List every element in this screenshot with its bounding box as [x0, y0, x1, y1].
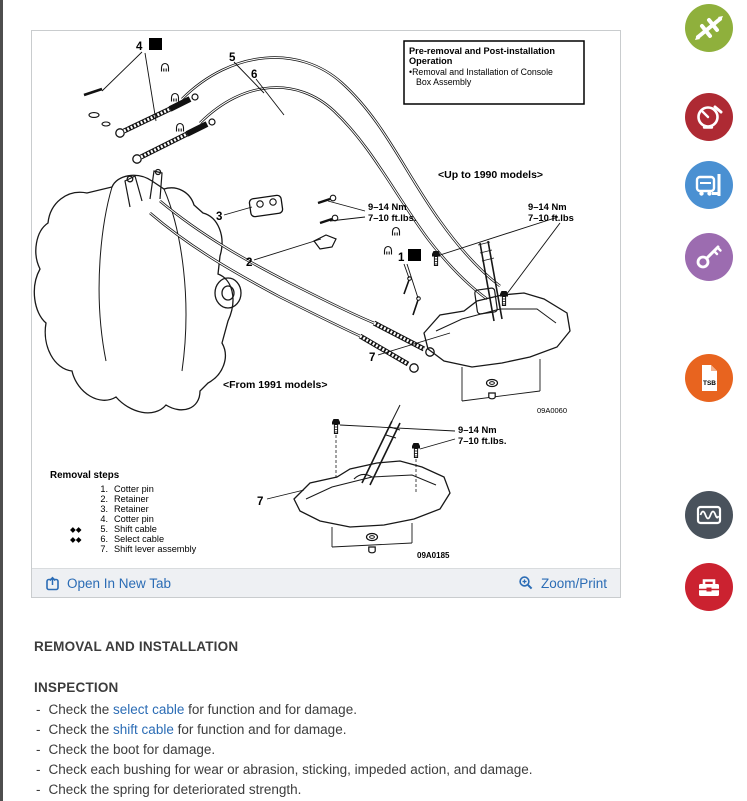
- shift-lever-assembly-1991: [294, 405, 450, 553]
- bullet-dash: -: [36, 701, 41, 717]
- info-box-line4: Box Assembly: [416, 77, 472, 87]
- cables-lower: [150, 201, 434, 372]
- torque1-nm: 9–14 Nm: [368, 201, 407, 212]
- caption-up-to-1990: <Up to 1990 models>: [438, 169, 544, 181]
- gauge-icon: [685, 93, 733, 141]
- item-text: Check the spring for deteriorated strength.: [48, 781, 302, 797]
- list-item: [36, 779, 533, 799]
- sidebar-button-vehicle-lift[interactable]: [685, 161, 733, 209]
- shift-cable-diagram: [32, 31, 620, 568]
- step-marker-6: ◆◆: [70, 535, 82, 544]
- vehicle-lift-icon: [685, 161, 733, 209]
- part-label-7-upper: 7: [369, 352, 376, 364]
- tsb-document-icon: [685, 354, 733, 402]
- sidebar-button-waveform[interactable]: [685, 491, 733, 539]
- torque3-nm: 9–14 Nm: [458, 424, 497, 435]
- part-label-2: 2: [246, 257, 253, 269]
- pre-removal-info-box: [404, 41, 584, 104]
- part-label-5: 5: [229, 52, 236, 64]
- torque3-ftlbs: 7–10 ft.lbs.: [458, 435, 507, 446]
- n-badge-1: N: [411, 250, 418, 261]
- toolbox-icon: [685, 563, 733, 611]
- part-label-7-lower: 7: [257, 496, 264, 508]
- driveline-icon: [685, 4, 733, 52]
- step-label-7: Shift lever assembly: [114, 544, 197, 554]
- item-text: Check the: [48, 721, 114, 737]
- item-text: for function and for damage.: [173, 721, 347, 737]
- torque2-nm: 9–14 Nm: [528, 201, 567, 212]
- step-label-6: Select cable: [114, 534, 165, 544]
- part-label-6: 6: [251, 69, 258, 81]
- bullet-dash: -: [36, 741, 41, 757]
- list-item: [36, 699, 533, 719]
- step-num-2: 2.: [100, 494, 108, 504]
- figure-panel: [31, 30, 621, 598]
- zoom-print-button[interactable]: [518, 575, 607, 591]
- cotter-pins: [404, 277, 420, 315]
- info-box-line1: Pre-removal and Post-installation: [409, 46, 556, 56]
- part-label-3: 3: [216, 211, 223, 223]
- removal-steps: [50, 470, 197, 554]
- caption-from-1991: <From 1991 models>: [223, 379, 328, 391]
- retainer-clips: [162, 64, 400, 255]
- shift-lever-assembly-1990: [424, 241, 570, 401]
- n-badge-4: N: [152, 39, 159, 50]
- removal-steps-title: Removal steps: [50, 470, 120, 481]
- key-icon: [685, 233, 733, 281]
- info-box-line3: •Removal and Installation of Console: [409, 67, 553, 77]
- item-text: Check the boot for damage.: [48, 741, 216, 757]
- step-num-4: 4.: [100, 514, 108, 524]
- select-cable-link[interactable]: select cable: [113, 701, 185, 717]
- step-label-1: Cotter pin: [114, 484, 154, 494]
- item-text: for function and for damage.: [184, 701, 357, 717]
- bullet-dash: -: [36, 761, 41, 777]
- open-in-new-tab-button[interactable]: [45, 576, 171, 591]
- open-in-new-tab-icon: [45, 576, 60, 591]
- figure-code-2: 09A0185: [417, 551, 450, 560]
- step-num-1: 1.: [100, 484, 108, 494]
- cable-end-fittings: [84, 89, 215, 163]
- item-text: Check each bushing for wear or abrasion, sticking, impeded action, and damage.: [48, 761, 533, 777]
- sidebar-button-gauge[interactable]: [685, 93, 733, 141]
- step-marker-5: ◆◆: [70, 525, 82, 534]
- bullet-dash: -: [36, 781, 41, 797]
- torque1-ftlbs: 7–10 ft.lbs.: [368, 212, 417, 223]
- step-num-3: 3.: [100, 504, 108, 514]
- left-edge-strip: [0, 0, 3, 801]
- sidebar-button-tsb[interactable]: [685, 354, 733, 402]
- info-box-line2: Operation: [409, 56, 453, 66]
- part-label-1: 1: [398, 252, 405, 264]
- list-item: [36, 759, 533, 779]
- zoom-print-label: Zoom/Print: [540, 575, 607, 591]
- zoom-plus-icon: [518, 575, 534, 591]
- shift-cable-link[interactable]: shift cable: [113, 721, 174, 737]
- heading-inspection: INSPECTION: [34, 680, 119, 695]
- step-num-5: 5.: [100, 524, 108, 534]
- step-label-5: Shift cable: [114, 524, 157, 534]
- torque2-ftlbs: 7–10 ft.lbs: [528, 212, 574, 223]
- transaxle-drawing: [34, 170, 241, 413]
- heading-removal-and-installation: REMOVAL AND INSTALLATION: [34, 639, 239, 654]
- open-in-new-tab-label: Open In New Tab: [67, 575, 172, 591]
- tsb-label: TSB: [703, 380, 716, 387]
- inspection-list: [36, 699, 533, 799]
- bullet-dash: -: [36, 721, 41, 737]
- list-item: [36, 739, 533, 759]
- part-label-4: 4: [136, 41, 143, 53]
- item-text: Check the: [48, 701, 114, 717]
- figure-code-1: 09A0060: [537, 406, 568, 415]
- step-num-6: 6.: [100, 534, 108, 544]
- sidebar-button-toolbox[interactable]: [685, 563, 733, 611]
- step-label-4: Cotter pin: [114, 514, 154, 524]
- cable-bracket: [249, 195, 338, 249]
- waveform-icon: [685, 491, 733, 539]
- sidebar-button-driveline[interactable]: [685, 4, 733, 52]
- step-label-2: Retainer: [114, 494, 149, 504]
- list-item: [36, 719, 533, 739]
- step-num-7: 7.: [100, 544, 108, 554]
- figure-footer-bar: [32, 568, 620, 597]
- sidebar-button-key[interactable]: [685, 233, 733, 281]
- step-label-3: Retainer: [114, 504, 149, 514]
